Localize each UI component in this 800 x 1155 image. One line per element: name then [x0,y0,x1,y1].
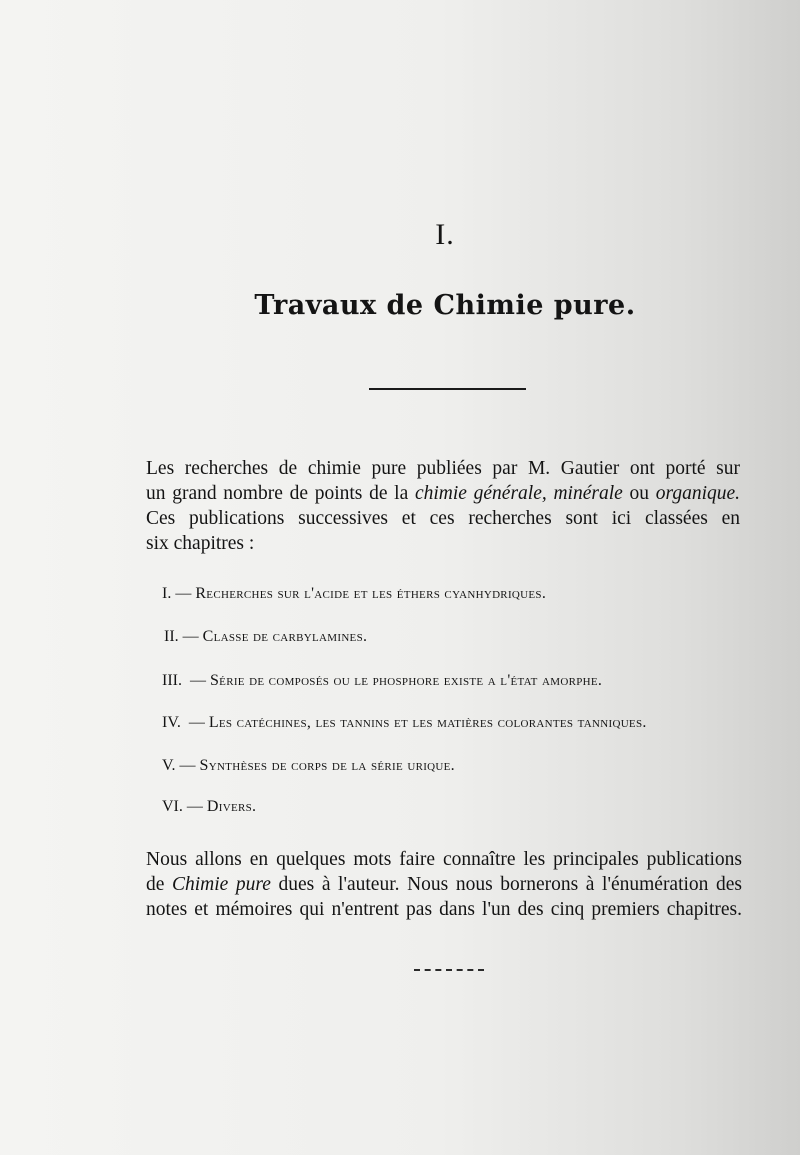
chapter-item [162,757,455,775]
conclusion-italic-text: Chimie pure [171,874,271,895]
chapter-number: II. — [164,628,203,645]
conclusion-text: de [146,874,172,895]
conclusion-text: notes et mémoires qui n'entrent pas dans l'un des cinq premiers chapitres. [146,899,742,920]
conclusion-line [146,847,742,872]
conclusion-line [146,897,742,922]
chapter-number: V. — [162,757,200,774]
chapter-number: I. — [162,585,196,602]
intro-text: un grand nombre de points de la [146,483,415,504]
conclusion-paragraph [146,847,742,922]
chapter-number: VI. — [162,798,207,815]
intro-italic-text: chimie générale, minérale [414,483,623,504]
intro-italic-text: organique. [655,483,741,504]
intro-text: ou [622,483,656,504]
conclusion-text: Nous allons en quelques mots faire connaître les principales publications [146,849,742,870]
intro-line [146,506,740,531]
chapter-title: Les catéchines, les tannins et les matières colorantes tanniques. [208,714,647,731]
conclusion-line [146,872,742,897]
chapter-title: Synthèses de corps de la série urique. [199,757,455,774]
intro-text: Les recherches de chimie pure publiées par M. Gautier ont porté sur [146,458,740,479]
chapter-item [162,798,256,816]
page-title: Travaux de Chimie pure. [254,290,636,321]
conclusion-text: dues à l'auteur. Nous nous bornerons à l'énumération des [270,874,742,895]
chapter-item [162,585,546,603]
intro-line [146,456,740,481]
chapter-item [164,628,367,646]
chapter-item [162,714,647,732]
end-divider [414,969,484,971]
chapter-title: Série de composés ou le phosphore existe a l'état amorphe. [209,672,603,689]
chapter-number: III. — [162,672,210,689]
chapter-title: Classe de carbylamines. [202,628,368,645]
intro-paragraph [146,456,740,556]
intro-line [146,531,740,556]
chapter-title: Divers. [206,798,257,815]
chapter-item [162,672,602,690]
chapter-number: IV. — [162,714,209,731]
section-number: I. [435,218,455,251]
intro-text: Ces publications successives et ces recherches sont ici classées en [146,508,740,529]
intro-text: six chapitres : [146,533,255,554]
intro-line [146,481,740,506]
title-divider [369,388,526,390]
chapter-title: Recherches sur l'acide et les éthers cyanhydriques. [195,585,547,602]
